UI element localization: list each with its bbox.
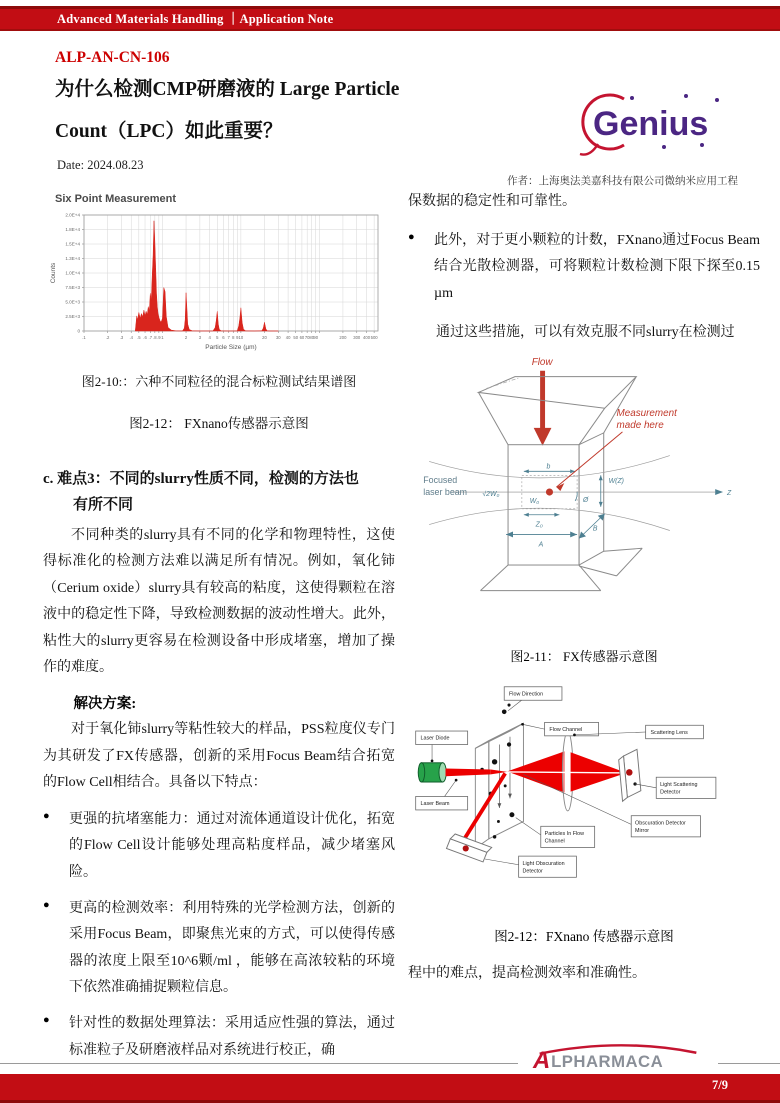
svg-text:.6: .6: [143, 335, 147, 340]
particle-dot: [493, 835, 496, 838]
section-heading: [43, 466, 395, 519]
logo-dot-3: [715, 98, 719, 102]
alpharmaca-logo: [518, 1044, 718, 1076]
bullet-icon: ●: [408, 230, 415, 243]
paragraph-fx-sensor: 对于氧化铈slurry等粘性较大的样品，PSS粒度仪专门为其研发了FX传感器，创新的采用Focus Beam结合拓宽的Flow Cell相结合。具备以下特点：: [43, 722, 395, 791]
svg-text:90: 90: [313, 335, 319, 340]
svg-text:Counts: Counts: [50, 262, 57, 284]
cell-top-face: [478, 377, 636, 409]
svg-text:30: 30: [275, 335, 281, 340]
connector: [445, 780, 457, 796]
section-heading-line1: c. 难点3：不同的slurry性质不同，检测的方法也: [43, 471, 359, 487]
svg-text:300: 300: [353, 335, 361, 340]
obscuration-mirror-label-1: Obscuration Detector: [635, 820, 686, 827]
svg-text:3: 3: [198, 335, 202, 340]
ann-a: A: [538, 541, 544, 549]
svg-text:.8: .8: [153, 335, 157, 340]
banner-text: Advanced Materials Handling ｜Application Note: [57, 12, 334, 26]
connector-dot: [455, 779, 458, 782]
cell-edge: [604, 548, 642, 551]
measurement-label-2: made here: [616, 419, 664, 431]
svg-text:1.8E+4: 1.8E+4: [65, 227, 80, 233]
bullet-icon: ●: [43, 898, 50, 911]
footer-bar: [0, 1074, 780, 1100]
ann-w0: W₀: [529, 497, 540, 505]
bullet-efficiency: 更高的检测效率：利用特殊的光学检测方法，创新的采用Focus Beam，即聚焦光束的方式，可以使得传感器的浓度上限至10^6颗/ml ，能够在高浓较粘的环境下依然准确捕捉颗粒信息。: [69, 900, 395, 996]
cell-edge: [617, 548, 643, 576]
focused-beam-label-2: laser beam: [423, 486, 468, 497]
beam-envelope-lower: [429, 508, 670, 533]
svg-text:9: 9: [236, 335, 239, 340]
light-scattering-detector-label-2: Detector: [660, 789, 681, 796]
paragraph-slurry-difference: 不同种类的slurry具有不同的化学和物理特性，这使得标准化的检测方法难以满足所有情况。例如，氧化铈（Cerium oxide）slurry具有较高的粘度，这使得颗粒在溶液中的稳定性下降，导致检测数据的波动性增大。此外，粘性大的slurry更容易在检测设备中形成堵塞，增加了操作的难度。: [43, 527, 395, 676]
solution-heading: 解决方案:: [73, 696, 137, 713]
content-columns: [0, 173, 780, 1064]
svg-text:8: 8: [232, 335, 235, 340]
ann-sqrt2w0: √2W₀: [482, 490, 500, 498]
ann-b: b: [546, 463, 551, 471]
bullet-icon: ●: [43, 809, 50, 822]
svg-text:400: 400: [363, 335, 371, 340]
laser-diode-label: Laser Diode: [420, 735, 450, 742]
obscuration-axis: [507, 772, 626, 773]
svg-text:.4: .4: [129, 335, 133, 340]
z-axis-arrowhead: [715, 489, 723, 495]
particle-dot: [509, 812, 514, 817]
particles-pointer: [516, 818, 541, 835]
particle-dot: [507, 703, 510, 706]
measurement-label-1: Measurement: [616, 408, 677, 420]
spectrum-figure: [43, 193, 395, 359]
bullet-anti-clog: 更强的抗堵塞能力：通过对流体通道设计优化，拓宽的Flow Cell设计能够处理高粘度样品，减少堵塞风险。: [69, 811, 395, 881]
laser-diode-aperture: [439, 763, 446, 782]
logo-letter-a: A: [532, 1047, 551, 1071]
svg-text:.2: .2: [105, 335, 110, 340]
svg-text:.5: .5: [137, 335, 141, 340]
right-column: [408, 189, 760, 1064]
fxnano-figure: [408, 675, 760, 921]
obscuration-spot: [463, 845, 469, 851]
arrowhead: [554, 513, 559, 517]
svg-text:80: 80: [309, 335, 315, 340]
ann-b2: B: [592, 525, 598, 533]
genius-logo: [568, 83, 728, 164]
figure-caption-2-12: 图2-12： FXnano传感器示意图: [129, 416, 309, 431]
ann-wz: W(Z): [608, 478, 624, 486]
focused-beam-label-1: Focused: [423, 475, 458, 486]
list-item: [43, 1011, 395, 1064]
svg-text:.7: .7: [148, 335, 153, 340]
channel-front-face: [489, 723, 524, 838]
logo-dot-4: [662, 145, 666, 149]
svg-text:.9: .9: [157, 335, 161, 340]
chart-title: Six Point Measurement: [55, 193, 177, 205]
paragraph-measures: 通过这些措施，可以有效克服不同slurry在检测过: [436, 325, 735, 341]
arrowhead: [506, 531, 513, 537]
z-axis-label: Z: [727, 489, 732, 497]
svg-text:2.5E+3: 2.5E+3: [65, 314, 80, 320]
light-scattering-detector-label-1: Light Scattering: [660, 781, 698, 788]
svg-text:2: 2: [184, 335, 188, 340]
light-obscuration-label-2: Detector: [522, 868, 543, 875]
bullet-algorithm: 针对性的数据处理算法：采用适应性强的算法，通过标准粒子及研磨液样品对系统进行校正，确: [69, 1016, 395, 1058]
svg-text:60: 60: [299, 335, 305, 340]
title-block: [0, 31, 780, 187]
list-item: [43, 896, 395, 1002]
arrowhead: [570, 531, 577, 537]
svg-text:200: 200: [339, 335, 347, 340]
scattering-lens-label: Scattering Lens: [650, 729, 688, 736]
continuation-text: 保数据的稳定性和可靠性。: [408, 194, 576, 209]
top-banner: [0, 6, 780, 31]
flow-direction-label: Flow Direction: [509, 691, 544, 698]
fxnano-caption: 图2-12：FXnano 传感器示意图: [494, 928, 674, 944]
svg-text:50: 50: [293, 335, 299, 340]
fx-sensor-figure: [408, 351, 760, 644]
svg-text:40: 40: [285, 335, 291, 340]
feature-list: [43, 807, 395, 1064]
svg-text:1.5E+4: 1.5E+4: [65, 241, 80, 247]
svg-text:7: 7: [227, 335, 230, 340]
measurement-point: [546, 488, 553, 495]
connector-dot: [521, 723, 524, 726]
svg-text:1.3E+4: 1.3E+4: [65, 256, 80, 262]
cell-edge: [579, 408, 605, 444]
arrowhead: [524, 513, 529, 517]
arrowhead: [524, 469, 529, 473]
section-heading-line2: 有所不同: [73, 497, 134, 514]
obscuration-beam: [459, 773, 505, 847]
connector-dot: [431, 759, 434, 762]
particle-dot: [504, 784, 507, 787]
light-obscuration-label-1: Light Obscuration: [522, 860, 565, 867]
ann-z0: Z₀: [535, 521, 543, 529]
particle-dot: [492, 759, 497, 764]
flow-channel-label: Flow Channel: [549, 727, 583, 734]
logo-wordmark: Genius: [593, 105, 709, 143]
fx-caption: 图2-11： FX传感器示意图: [510, 648, 658, 664]
ann-phi: Ø: [583, 496, 589, 504]
particle-dot: [507, 742, 511, 746]
connector-dot: [573, 734, 576, 737]
connector: [522, 724, 544, 729]
logo-dot-1: [630, 96, 634, 100]
svg-text:4: 4: [208, 335, 211, 340]
particles-label-2: Channel: [544, 838, 565, 845]
flow-label: Flow: [531, 356, 553, 368]
list-item: [408, 228, 760, 308]
obscuration-mirror-label-2: Mirror: [635, 828, 650, 835]
svg-text:2.0E+4: 2.0E+4: [65, 212, 80, 218]
connector: [485, 859, 519, 865]
arrowhead: [497, 803, 501, 808]
flow-arrowhead: [534, 428, 552, 446]
svg-text:70: 70: [304, 335, 310, 340]
particle-dot: [502, 709, 507, 714]
left-column: [43, 189, 395, 1064]
svg-text:6: 6: [222, 335, 225, 340]
figure-caption-2-10: 图2-10:：六种不同粒径的混合标粒测试结果谱图: [81, 374, 357, 389]
date-label: Date: 2024.08.23: [57, 158, 144, 172]
doc-number: ALP-AN-CN-106: [55, 49, 170, 66]
arrowhead: [508, 794, 512, 799]
laser-beam-segment: [446, 769, 491, 777]
genius-logo-graphic: [568, 83, 728, 159]
particle-dot: [497, 820, 500, 823]
closing-text: 程中的难点，提高检测效率和准确性。: [408, 965, 646, 981]
logo-dot-5: [700, 143, 704, 147]
svg-text:500: 500: [370, 335, 378, 340]
author-line: 作者：上海奥法美嘉科技有限公司微纳米应用工程: [507, 175, 738, 187]
page-title-line1: 为什么检测CMP研磨液的 Large Particle: [55, 79, 400, 100]
svg-text:5.0E+3: 5.0E+3: [65, 299, 80, 305]
fxnano-sensor-diagram: [408, 675, 764, 916]
svg-text:.1: .1: [82, 335, 86, 340]
svg-text:Particle Size (µm): Particle Size (µm): [205, 344, 257, 351]
laser-diode-end: [418, 763, 425, 782]
cell-edge: [480, 565, 508, 591]
cell-edge: [478, 392, 508, 444]
svg-text:7.5E+3: 7.5E+3: [65, 285, 80, 291]
alpharmaca-logo-graphic: [532, 1044, 704, 1071]
channel-left-face: [475, 741, 488, 849]
particles-label-1: Particles In Flow: [544, 830, 585, 837]
scattering-spot: [626, 769, 633, 776]
arrowhead: [599, 475, 603, 480]
particle-size-chart: [43, 207, 393, 359]
svg-text:1: 1: [161, 335, 164, 340]
logo-rest: LPHARMACA: [551, 1052, 664, 1071]
page-title-line2: Count（LPC）如此重要？: [55, 120, 283, 142]
page-number: 7/9: [712, 1078, 728, 1092]
bullet-icon: ●: [43, 1014, 50, 1026]
logo-dot-2: [684, 94, 688, 98]
bullet-fxnano: 此外，对于更小颗粒的计数，FXnano通过Focus Beam结合光散检测器，可将颗粒计数检测下限下探至0.15 µm: [434, 232, 760, 301]
list-item: [43, 807, 395, 887]
svg-text:.3: .3: [119, 335, 124, 340]
laser-beam-label: Laser Beam: [420, 801, 450, 808]
arrowhead: [570, 469, 575, 473]
svg-text:0: 0: [77, 328, 80, 334]
svg-text:1.0E+4: 1.0E+4: [65, 270, 80, 276]
svg-text:5: 5: [216, 335, 219, 340]
svg-text:20: 20: [262, 335, 267, 340]
svg-text:10: 10: [238, 335, 244, 340]
cell-front-face: [508, 445, 579, 565]
arrowhead: [599, 502, 603, 507]
fx-sensor-diagram: [418, 351, 750, 639]
